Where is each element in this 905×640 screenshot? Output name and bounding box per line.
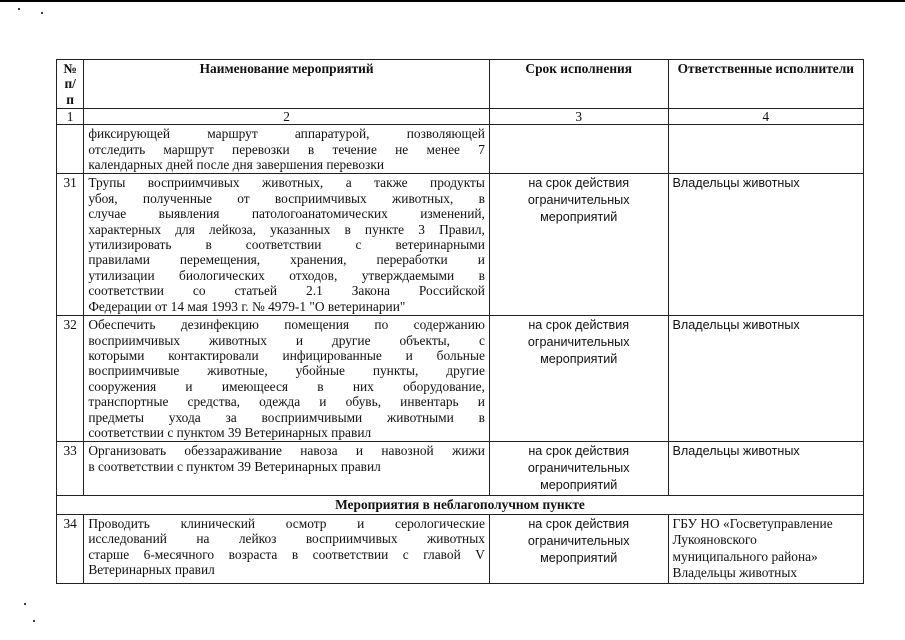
header-row <box>57 60 864 109</box>
deadline-line: на срок действия <box>528 444 630 459</box>
deadline-line: на срок действия <box>528 176 630 191</box>
scan-top-border <box>0 0 905 2</box>
table-row <box>57 442 864 496</box>
text-line: Федерации от 14 мая 1993 г. № 4979-1 "О ветеринарии" <box>88 298 406 314</box>
text-line: Организовать обеззараживание навоза и навозной жижи <box>88 443 485 459</box>
deadline-line: ограничительных <box>527 335 630 350</box>
deadline-line: мероприятий <box>540 352 618 367</box>
text-line: соответствии со статьей 2.1 Закона Российской <box>88 283 485 299</box>
row-number: 33 <box>57 442 84 496</box>
scan-speck <box>18 8 20 10</box>
responsible-cell <box>668 174 863 316</box>
measure-description <box>84 442 490 496</box>
text-line: фиксирующей маршрут аппаратурой, позволяющей <box>88 126 485 142</box>
deadline-cell <box>489 316 668 442</box>
responsible-line: муниципального района» <box>672 548 818 564</box>
text-line: правилами перемещения, хранения, переработки и <box>88 252 485 268</box>
table-row <box>57 174 864 316</box>
deadline-line: ограничительных <box>527 461 630 476</box>
header-responsible: Ответственные исполнители <box>668 60 863 109</box>
text-line: утилизации биологических отходов, утверждаемыми в <box>88 267 485 283</box>
index-row <box>57 109 864 125</box>
text-line: в соответствии с пунктом 39 Ветеринарных правил <box>88 458 381 474</box>
responsible-line: Владельцы животных <box>672 565 798 581</box>
deadline-line: ограничительных <box>527 193 630 208</box>
scan-speck <box>24 603 26 605</box>
responsible-line: Владельцы животных <box>672 318 800 333</box>
row-number: 31 <box>57 174 84 316</box>
header-name: Наименование мероприятий <box>84 60 490 109</box>
section-row <box>57 496 864 514</box>
row-number: 32 <box>57 316 84 442</box>
measure-description <box>84 174 490 316</box>
scan-speck <box>33 620 35 622</box>
section-title: Мероприятия в неблагополучном пункте <box>57 496 864 514</box>
text-line: восприимчивых животных и другие объекты, с <box>88 332 485 348</box>
responsible-line: Владельцы животных <box>672 176 800 191</box>
measure-description <box>84 514 490 583</box>
deadline-cell <box>489 514 668 583</box>
scan-speck <box>41 12 43 14</box>
deadline-line: мероприятий <box>540 550 618 565</box>
text-line: транспортные средства, одежда и обувь, инвентарь и <box>88 394 485 410</box>
text-line: утилизировать в соответствии с ветеринарными <box>88 237 485 253</box>
text-line: которыми контактировали инфицированные и больные <box>88 347 485 363</box>
index-cell: 2 <box>84 109 490 125</box>
index-cell: 4 <box>668 109 863 125</box>
responsible-cell <box>668 316 863 442</box>
text-line: календарных дней после дня завершения перевозки <box>88 157 385 173</box>
continuation-responsible-cell <box>668 125 863 174</box>
text-line: старше 6-месячного возраста в соответствии с главой V <box>88 546 485 562</box>
deadline-line: мероприятий <box>540 478 618 493</box>
table-row <box>57 514 864 583</box>
text-line: Трупы восприимчивых животных, а также продукты <box>88 175 485 191</box>
continuation-num-cell <box>57 125 84 174</box>
deadline-line: ограничительных <box>527 533 630 548</box>
text-line: характерных для лейкоза, указанных в пункте 3 Правил, <box>88 221 485 237</box>
responsible-line: ГБУ НО «Госветуправление <box>672 515 833 531</box>
responsible-cell <box>668 442 863 496</box>
continuation-row <box>57 125 864 174</box>
responsible-line: Лукояновского <box>672 532 757 548</box>
text-line: Обеспечить дезинфекцию помещения по содержанию <box>88 317 485 333</box>
deadline-cell <box>489 174 668 316</box>
index-cell: 1 <box>57 109 84 125</box>
text-line: случае выявления патологоанатомических изменений, <box>88 206 485 222</box>
text-line: убоя, полученные от восприимчивых животных, в <box>88 190 485 206</box>
header-deadline: Срок исполнения <box>489 60 668 109</box>
deadline-line: на срок действия <box>528 516 630 531</box>
text-line: соответствии с пунктом 39 Ветеринарных правил <box>88 424 372 440</box>
text-line: сооружения и имеющееся в них оборудование, <box>88 378 485 394</box>
continuation-deadline-cell <box>489 125 668 174</box>
header-num: № п/п <box>57 60 84 109</box>
table-row <box>57 316 864 442</box>
responsible-cell <box>668 514 863 583</box>
text-line: восприимчивые животные, убойные пункты, другие <box>88 363 485 379</box>
index-cell: 3 <box>489 109 668 125</box>
deadline-line: на срок действия <box>528 318 630 333</box>
text-line: Проводить клинический осмотр и серологические <box>88 515 485 531</box>
measure-description <box>84 316 490 442</box>
deadline-cell <box>489 442 668 496</box>
row-number: 34 <box>57 514 84 583</box>
text-line: Ветеринарных правил <box>88 561 215 577</box>
continuation-text-cell <box>84 125 490 174</box>
text-line: исследований на лейкоз восприимчивых животных <box>88 531 485 547</box>
measures-table <box>56 59 864 584</box>
deadline-line: мероприятий <box>540 210 618 225</box>
responsible-line: Владельцы животных <box>672 444 800 459</box>
text-line: предметы ухода за восприимчивыми животными в <box>88 409 485 425</box>
text-line: отследить маршрут перевозки в течение не менее 7 <box>88 141 485 157</box>
